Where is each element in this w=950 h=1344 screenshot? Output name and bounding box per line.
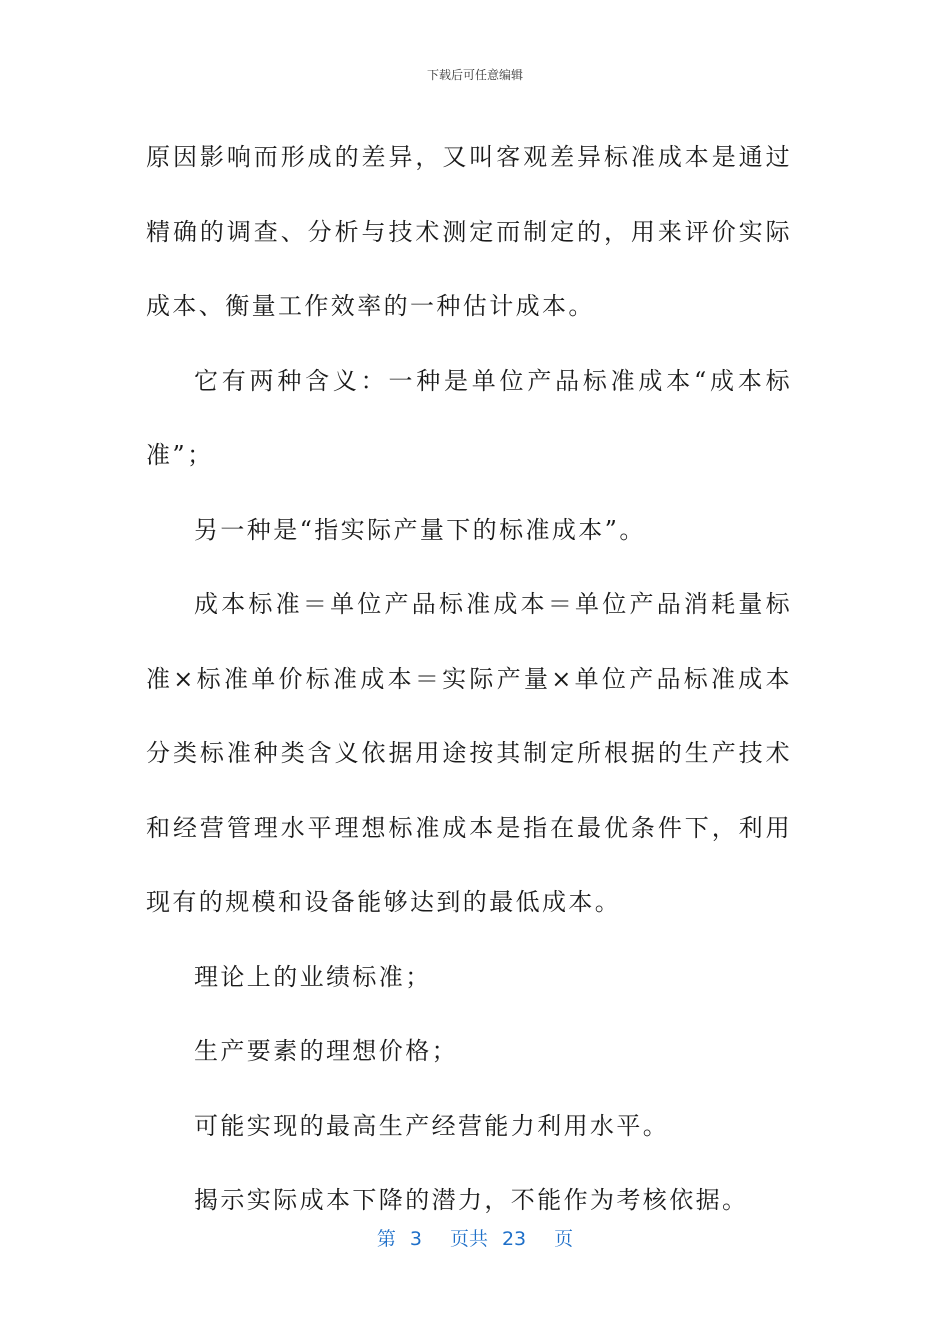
paragraph-5: 理论上的业绩标准； [194,962,432,991]
paragraph-3: 另一种是“指实际产量下的标准成本”。 [194,515,646,544]
paragraph-7: 可能实现的最高生产经营能力利用水平。 [194,1111,670,1140]
paragraph-1: 原因影响而形成的差异，又叫客观差异标准成本是通过精确的调查、分析与技术测定而制定的，用来评价实际成本、衡量工作效率的一种估计成本。 [146,143,792,320]
document-body [146,120,792,1238]
total-pages-number: 23 [501,1228,527,1250]
paragraph-2: 它有两种含义：一种是单位产品标准成本“成本标准”； [146,366,792,469]
paragraph-6: 生产要素的理想价格； [194,1037,458,1065]
page-label-prefix: 第 [376,1228,396,1250]
paragraph-8: 揭示实际成本下降的潜力，不能作为考核依据。 [194,1186,749,1214]
current-page-number: 3 [409,1228,422,1250]
page-header: 下载后可任意编辑 [426,68,523,82]
page-label-mid: 页共 [449,1228,488,1250]
page-label-suffix: 页 [554,1228,574,1250]
page-footer [0,1224,950,1251]
paragraph-4: 成本标准＝单位产品标准成本＝单位产品消耗量标准×标准单价标准成本＝实际产量×单位产品标准成本分类标准种类含义依据用途按其制定所根据的生产技术和经营管理水平理想标准成本是指在最优条件下，利用现有的规模和设备能够达到的最低成本。 [146,590,792,916]
